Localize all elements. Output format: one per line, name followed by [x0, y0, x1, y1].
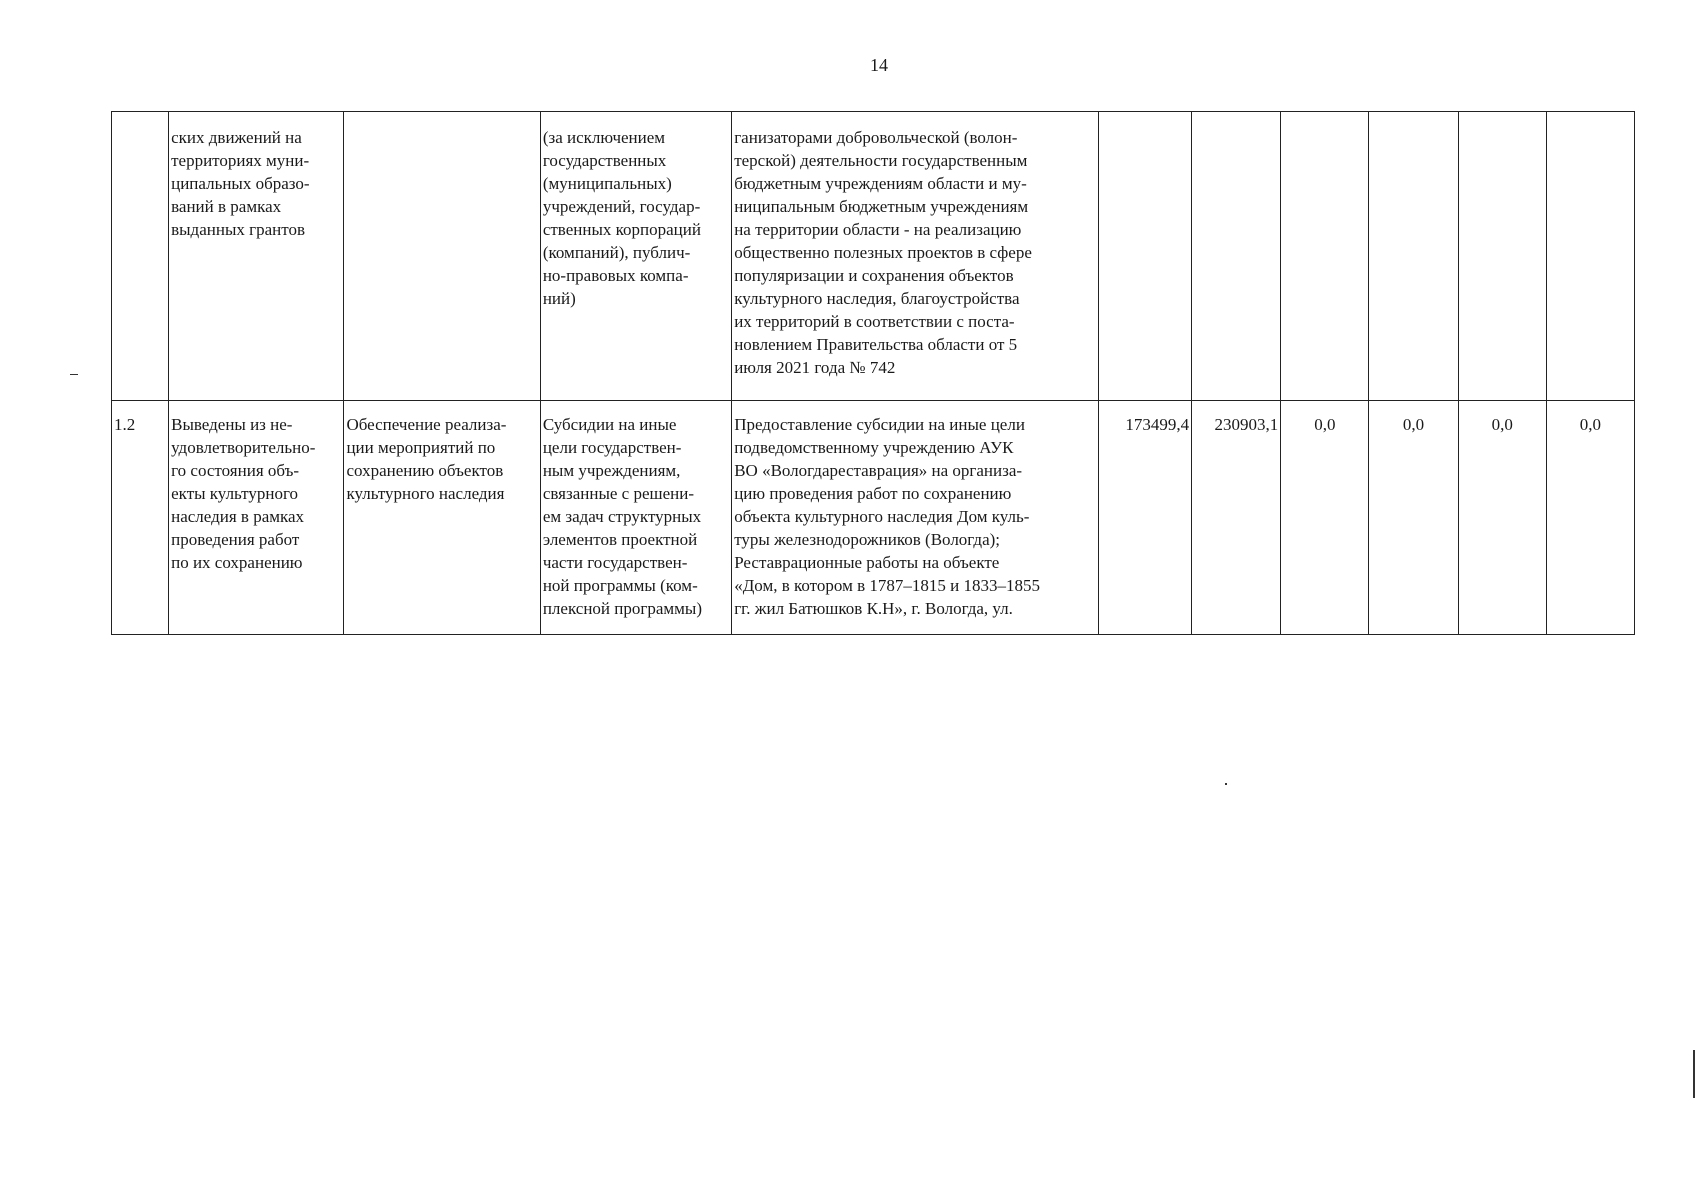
cell-value: [1192, 112, 1281, 401]
cell-value: [1546, 112, 1634, 401]
cell-value: 0,0: [1458, 401, 1546, 635]
cell-result: Выведены из не- удовлетворительно- го состояния объ- екты культурного наследия в рамках проведения работ по их сохранению: [169, 401, 344, 635]
cell-value: [1369, 112, 1458, 401]
cell-value: [1098, 112, 1191, 401]
cell-result: ских движений на территориях муни- ципальных образо- ваний в рамках выданных грантов: [169, 112, 344, 401]
cell-value: 0,0: [1546, 401, 1634, 635]
cell-measure: Обеспечение реализа- ции мероприятий по сохранению объектов культурного наследия: [344, 401, 540, 635]
cell-value: 230903,1: [1192, 401, 1281, 635]
cell-value: 173499,4: [1098, 401, 1191, 635]
cell-description: ганизаторами добровольческой (волон- терской) деятельности государственным бюджетным учреждениям области и му- ниципальным бюджетным учреждениям на территории области - на реализацию общественно полезных проектов в сфере популяризации и сохранения объектов культурного наследия, благоустройства их территорий в соответствии с поста- новлением Правительства области от 5 июля 2021 года № 742: [732, 112, 1099, 401]
scan-mark: [70, 374, 78, 375]
cell-measure: [344, 112, 540, 401]
cell-value: [1281, 112, 1369, 401]
cell-expense-type: (за исключением государственных (муниципальных) учреждений, государ- ственных корпораций (компаний), публич- но-правовых компа- ний): [540, 112, 731, 401]
cell-value: 0,0: [1281, 401, 1369, 635]
cell-expense-type: Субсидии на иные цели государствен- ным учреждениям, связанные с решени- ем задач структурных элементов проектной части государствен- ной программы (ком- плексной программы): [540, 401, 731, 635]
scan-mark: [1693, 1050, 1695, 1098]
table-row: [112, 112, 1635, 401]
page-number: 14: [870, 55, 888, 75]
cell-value: 0,0: [1369, 401, 1458, 635]
table-row: [112, 401, 1635, 635]
program-table: [111, 111, 1635, 635]
scan-mark: [1225, 783, 1227, 785]
cell-description: Предоставление субсидии на иные цели подведомственному учреждению АУК ВО «Вологдареставрация» на организа- цию проведения работ по сохранению объекта культурного наследия Дом куль- туры железнодорожников (Вологда); Реставрационные работы на объекте «Дом, в котором в 1787–1815 и 1833–1855 гг. жил Батюшков К.Н», г. Вологда, ул.: [732, 401, 1099, 635]
cell-number: 1.2: [112, 401, 169, 635]
cell-value: [1458, 112, 1546, 401]
cell-number: [112, 112, 169, 401]
